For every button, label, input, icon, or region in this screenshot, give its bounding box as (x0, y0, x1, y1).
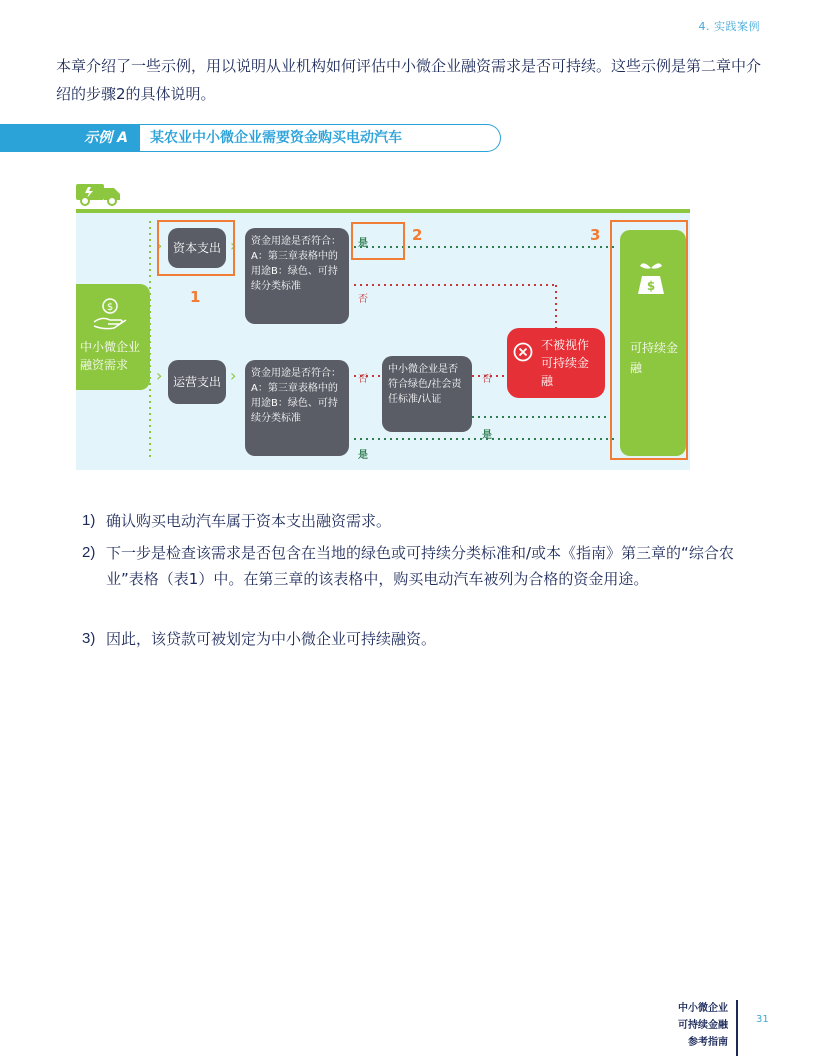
smb-financing-need-box (76, 284, 150, 390)
list-item: 1) 确认购买电动汽车属于资本支出融资需求。 (82, 512, 392, 530)
money-plant-icon (630, 256, 672, 298)
list-item: 2) 下一步是检查该需求是否包含在当地的绿色或可持续分类标准和/或本《指南》第三章的“综合农业”表格（表1）中。在第三章的该表格中，购买电动汽车被列为合格的资金用途。 (82, 544, 734, 588)
money-hand-icon (90, 296, 130, 332)
electric-truck-icon (76, 180, 122, 206)
x-circle-icon (513, 342, 533, 362)
section-header: 4. 实践案例 (698, 20, 760, 33)
sustainable-label: 可持续金融 (630, 341, 679, 375)
intro-paragraph: 本章介绍了一些示例，用以说明从业机构如何评估中小微企业融资需求是否可持续。这些示例是第二章中介绍的步骤2的具体说明。 (56, 57, 762, 103)
page-number: 31 (756, 1014, 769, 1025)
example-title: 某农业中小微企业需要资金购买电动汽车 (150, 130, 402, 146)
no-label: 否 (482, 374, 492, 385)
no-label: 否 (358, 294, 368, 305)
footer-doc-title: 中小微企业 可持续金融 参考指南 (678, 1003, 728, 1048)
criteria-box-capex: 资金用途是否符合：A：第三章表格中的用途B：绿色、可持续分类标准 (245, 228, 349, 324)
yes-label: 是 (358, 238, 368, 249)
not-sustainable-label: 不被视作可持续金融 (541, 338, 590, 388)
step-2-number: 2 (412, 226, 423, 244)
smb-label: 中小微企业融资需求 (80, 340, 141, 372)
example-banner (0, 124, 500, 152)
step-1-number: 1 (190, 288, 201, 306)
sustainable-finance-box (620, 230, 686, 456)
capex-box: 资本支出 (168, 228, 226, 268)
chevron-right-icon: › (230, 236, 237, 255)
not-sustainable-box (507, 328, 605, 398)
yes-label: 是 (358, 450, 368, 461)
green-standard-check-box: 中小微企业是否符合绿色/社会责任标准/认证 (382, 356, 472, 432)
chevron-right-icon: › (230, 366, 237, 385)
svg-text:$: $ (646, 279, 656, 293)
opex-box: 运营支出 (168, 360, 226, 404)
list-item: 3) 因此，该贷款可被划定为中小微企业可持续融资。 (82, 630, 437, 648)
yes-label: 是 (482, 430, 492, 441)
svg-text:$: $ (106, 302, 114, 313)
criteria-box-opex: 资金用途是否符合：A：第三章表格中的用途B：绿色、可持续分类标准 (245, 360, 349, 456)
chevron-right-icon: › (156, 366, 163, 385)
footer-divider (736, 1000, 738, 1056)
example-tag: 示例 A (0, 124, 140, 152)
step-3-number: 3 (590, 226, 601, 244)
chevron-right-icon: › (156, 236, 163, 255)
no-label: 否 (358, 374, 368, 385)
